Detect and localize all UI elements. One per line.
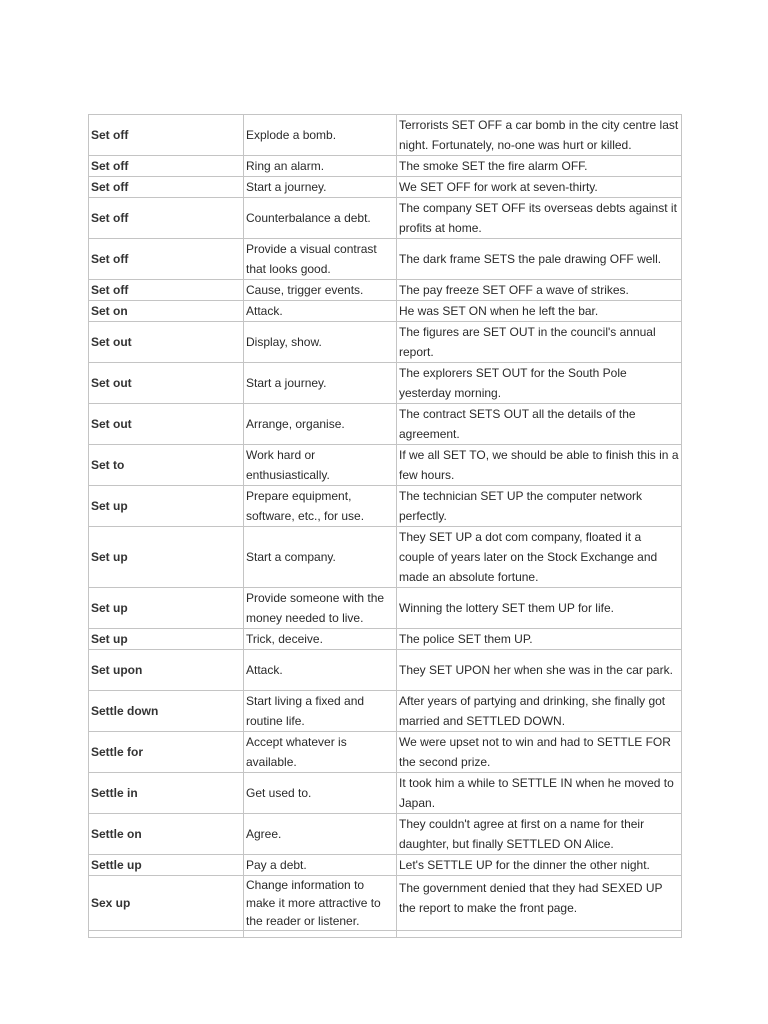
table-row <box>89 691 682 732</box>
verb-cell: Set up <box>89 527 244 588</box>
table-row <box>89 773 682 814</box>
meaning-cell: Start a company. <box>244 527 397 588</box>
example-cell: They couldn't agree at first on a name for their daughter, but finally SETTLED ON Alice. <box>397 814 682 855</box>
example-cell: After years of partying and drinking, she finally got married and SETTLED DOWN. <box>397 691 682 732</box>
table-row <box>89 239 682 280</box>
table-row <box>89 301 682 322</box>
table-row <box>89 876 682 931</box>
table-row <box>89 732 682 773</box>
example-cell: The explorers SET OUT for the South Pole yesterday morning. <box>397 363 682 404</box>
table-row <box>89 115 682 156</box>
table-row <box>89 198 682 239</box>
table-row <box>89 855 682 876</box>
meaning-cell: Pay a debt. <box>244 855 397 876</box>
meaning-cell: Cause, trigger events. <box>244 280 397 301</box>
verb-cell: Set off <box>89 177 244 198</box>
verb-cell: Settle up <box>89 855 244 876</box>
meaning-cell: Explode a bomb. <box>244 115 397 156</box>
example-cell: The contract SETS OUT all the details of the agreement. <box>397 404 682 445</box>
verb-cell: Settle in <box>89 773 244 814</box>
verb-cell: Settle for <box>89 732 244 773</box>
verb-cell: Set up <box>89 588 244 629</box>
verb-cell: Set off <box>89 198 244 239</box>
meaning-cell: Ring an alarm. <box>244 156 397 177</box>
example-cell: Winning the lottery SET them UP for life. <box>397 588 682 629</box>
verb-cell: Set out <box>89 322 244 363</box>
table-row <box>89 177 682 198</box>
meaning-cell: Work hard or enthusiastically. <box>244 445 397 486</box>
meaning-cell: Provide someone with the money needed to live. <box>244 588 397 629</box>
table-row <box>89 363 682 404</box>
example-cell: The technician SET UP the computer network perfectly. <box>397 486 682 527</box>
verb-cell: Set up <box>89 629 244 650</box>
table-row <box>89 650 682 691</box>
meaning-cell: Provide a visual contrast that looks good. <box>244 239 397 280</box>
example-cell: The government denied that they had SEXED UP the report to make the front page. <box>397 876 682 931</box>
verb-cell: Set to <box>89 445 244 486</box>
meaning-cell: Attack. <box>244 650 397 691</box>
example-cell: If we all SET TO, we should be able to finish this in a few hours. <box>397 445 682 486</box>
meaning-cell: Arrange, organise. <box>244 404 397 445</box>
example-cell: They SET UP a dot com company, floated it a couple of years later on the Stock Exchange and made an absolute fortune. <box>397 527 682 588</box>
table-row <box>89 445 682 486</box>
example-cell: We were upset not to win and had to SETTLE FOR the second prize. <box>397 732 682 773</box>
table-row <box>89 629 682 650</box>
meaning-cell: Change information to make it more attractive to the reader or listener. <box>244 876 397 931</box>
verb-cell: Sex up <box>89 876 244 931</box>
verb-cell: Set up <box>89 486 244 527</box>
document-page <box>88 114 681 938</box>
table-row <box>89 588 682 629</box>
example-cell: We SET OFF for work at seven-thirty. <box>397 177 682 198</box>
verb-cell: Set out <box>89 363 244 404</box>
meaning-cell: Get used to. <box>244 773 397 814</box>
example-cell: The police SET them UP. <box>397 629 682 650</box>
phrasal-verbs-table <box>88 114 682 938</box>
empty-cell <box>244 931 397 938</box>
meaning-cell: Display, show. <box>244 322 397 363</box>
table-row <box>89 527 682 588</box>
verb-cell: Set upon <box>89 650 244 691</box>
example-cell: He was SET ON when he left the bar. <box>397 301 682 322</box>
meaning-cell: Accept whatever is available. <box>244 732 397 773</box>
verb-cell: Set off <box>89 115 244 156</box>
verb-cell: Settle on <box>89 814 244 855</box>
example-cell: It took him a while to SETTLE IN when he moved to Japan. <box>397 773 682 814</box>
table-row <box>89 486 682 527</box>
example-cell: Terrorists SET OFF a car bomb in the city centre last night. Fortunately, no-one was hurt or killed. <box>397 115 682 156</box>
verb-cell: Set off <box>89 156 244 177</box>
example-cell: They SET UPON her when she was in the car park. <box>397 650 682 691</box>
table-row-empty <box>89 931 682 938</box>
example-cell: The smoke SET the fire alarm OFF. <box>397 156 682 177</box>
example-cell: Let's SETTLE UP for the dinner the other night. <box>397 855 682 876</box>
verb-cell: Set off <box>89 239 244 280</box>
verb-cell: Set off <box>89 280 244 301</box>
meaning-cell: Trick, deceive. <box>244 629 397 650</box>
verb-cell: Set out <box>89 404 244 445</box>
table-row <box>89 322 682 363</box>
meaning-cell: Prepare equipment, software, etc., for use. <box>244 486 397 527</box>
verb-cell: Set on <box>89 301 244 322</box>
example-cell: The company SET OFF its overseas debts against it profits at home. <box>397 198 682 239</box>
empty-cell <box>397 931 682 938</box>
table-row <box>89 814 682 855</box>
example-cell: The dark frame SETS the pale drawing OFF well. <box>397 239 682 280</box>
example-cell: The figures are SET OUT in the council's annual report. <box>397 322 682 363</box>
meaning-cell: Start living a fixed and routine life. <box>244 691 397 732</box>
meaning-cell: Attack. <box>244 301 397 322</box>
verb-cell: Settle down <box>89 691 244 732</box>
meaning-cell: Agree. <box>244 814 397 855</box>
table-row <box>89 404 682 445</box>
meaning-cell: Counterbalance a debt. <box>244 198 397 239</box>
empty-cell <box>89 931 244 938</box>
meaning-cell: Start a journey. <box>244 177 397 198</box>
example-cell: The pay freeze SET OFF a wave of strikes. <box>397 280 682 301</box>
table-row <box>89 156 682 177</box>
meaning-cell: Start a journey. <box>244 363 397 404</box>
table-row <box>89 280 682 301</box>
